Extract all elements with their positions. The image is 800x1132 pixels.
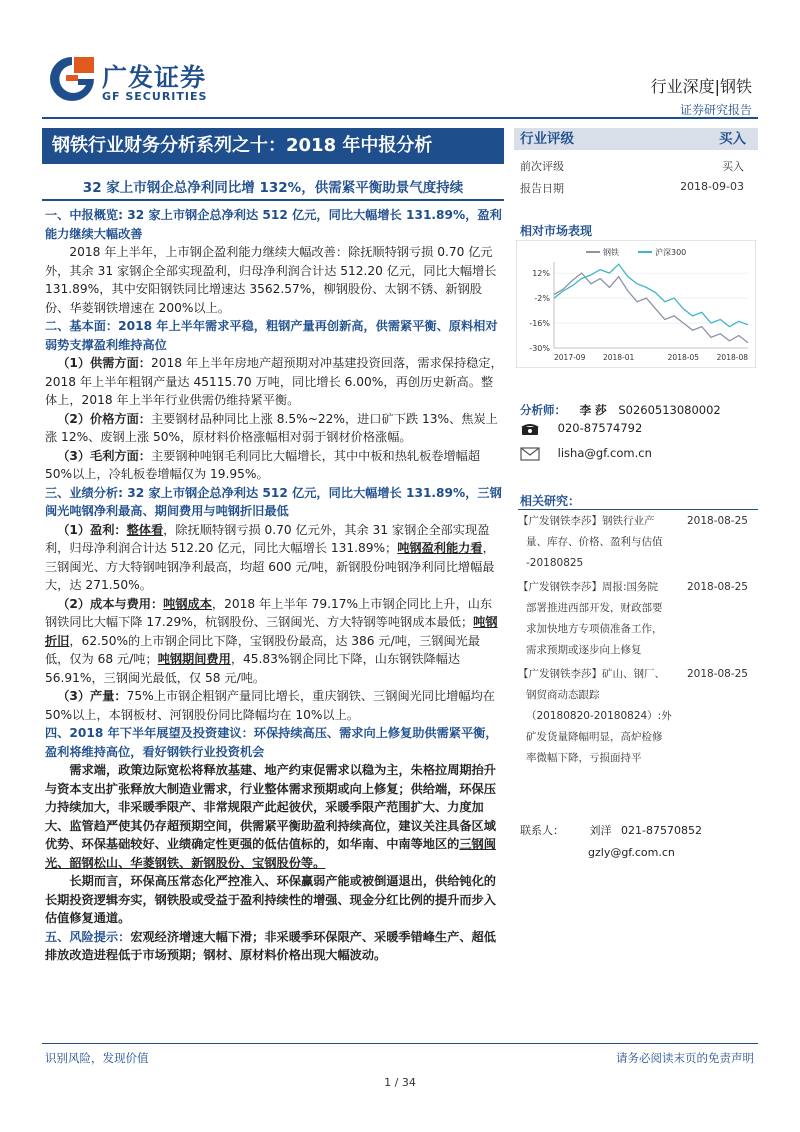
paragraph: 长期而言，环保高压常态化严控准入、环保赢弱产能或被倒逼退出，供给钝化的长期投资逻辑夯实，钢铁股或受益于盈利持续性的增强、现金分红比例的提升而步入估值修复通道。	[45, 874, 496, 925]
para-label: （3）毛利方面：	[57, 448, 151, 463]
related-divider	[518, 509, 758, 510]
related-item[interactable]	[518, 577, 756, 661]
para-text: 需求端，政策边际宽松将释放基建、地产约束促需求以稳为主，朱格拉周期抬升与资本支出扩张释放大制造业需求，行业整体需求预期或向上修复；供给端，环保压力持续加大，非采暖季限产、非常规限产此起彼伏，采暖季限产范围扩大、力度加大、监管趋严使其仍存超预期空间，供需紧平衡助盈利持续高位，建议关注具备区域优势、环保基础较好、业绩确定性更强的低估值标的，如华南、中南等地区的	[45, 763, 496, 851]
paragraph	[45, 928, 503, 965]
emphasis: 吨钢期间费用	[157, 652, 231, 666]
legend-label: 沪深300	[655, 248, 687, 257]
legend-label: 钢铁	[603, 248, 619, 257]
related-line: 矿发货量降幅明显，高炉检修	[526, 731, 663, 743]
analyst-phone: 020-87574792	[557, 421, 643, 435]
paragraph: 2018 年上半年，上市钢企盈利能力继续大幅改善：除抚顺特钢亏损 0.70 亿元外，其余 31 家钢企全部实现盈利，归母净利润合计达 512.20 亿元，同比大幅增长 131.89%，其中安阳钢铁同比增速达 3562.57%，柳钢股份、太钢不锈、新钢股份、华菱钢铁增速在 200%以上。	[45, 245, 497, 315]
related-title-line: 【广发钢铁李莎】周报:国务院	[518, 581, 659, 593]
paragraph	[45, 761, 503, 872]
emphasis: 吨钢成本	[163, 596, 212, 611]
related-line: -20180825	[526, 557, 584, 569]
para-text: 主要钢材品种同比上涨 8.5%~22%，进口矿下跌 13%、焦炭上涨 12%、废钢上涨 50%，原材料价格涨幅相对弱于钢材价格涨幅。	[45, 411, 498, 444]
chart-section-title: 相对市场表现	[520, 224, 593, 238]
x-tick-label: 2018-01	[602, 353, 635, 362]
contact-email[interactable]: gzly@gf.com.cn	[588, 846, 675, 859]
report-type: 证券研究报告	[679, 103, 752, 117]
paragraph	[45, 595, 503, 688]
footer-divider	[42, 1043, 758, 1044]
related-line: 部署推进西部开发，财政部要	[526, 602, 663, 614]
related-line: （20180820-20180824）:外	[526, 710, 672, 722]
report-date-label: 报告日期	[520, 182, 564, 195]
paragraph	[45, 354, 503, 410]
prev-rating-row	[520, 158, 752, 174]
envelope-icon	[520, 447, 540, 461]
para-label: （2）成本与费用：	[57, 596, 164, 611]
x-tick-label: 2017-09	[554, 353, 586, 362]
paragraph	[45, 687, 503, 724]
contact-phone: 021-87570852	[621, 824, 702, 837]
analyst-row	[520, 402, 721, 418]
related-date: 2018-08-25	[686, 668, 748, 680]
related-title-line: 【广发钢铁李莎】钢铁行业产	[518, 515, 655, 527]
para-text: ，除抚顺特钢亏损 0.70 亿元外，其余 31 家钢企全部实现盈利，归母净利润合计达 512.20 亿元，同比大幅增长 131.89%；	[45, 522, 490, 555]
logo-text-cn: 广发证券	[102, 63, 207, 92]
footer-slogan: 识别风险，发现价值	[45, 1051, 149, 1065]
prev-rating-value: 买入	[722, 160, 744, 173]
rating-bar	[514, 128, 758, 150]
para-label: （1）供需方面：	[57, 356, 151, 370]
report-category: 行业深度|钢铁	[650, 77, 752, 96]
analyst-phone-row	[520, 421, 642, 436]
rating-value: 买入	[719, 131, 746, 147]
analyst-name: 李 莎	[579, 403, 607, 417]
paragraph	[45, 447, 503, 484]
phone-icon	[520, 422, 540, 436]
analyst-cert: S0260513080002	[618, 403, 721, 417]
para-text: 宏观经济增速大幅下滑；非采暖季环保限产、采暖季错峰生产、超低排放改造进程低于市场预期；钢材、原材料价格出现大幅波动。	[45, 929, 496, 962]
header-meta	[651, 74, 752, 118]
related-line: 需求预期或逐步向上修复	[526, 644, 642, 656]
report-date-value: 2018-09-03	[680, 180, 744, 193]
subtitle-divider	[42, 199, 504, 201]
para-text: 2018 年上半年房地产超预期对冲基建投资回落，需求保持稳定，2018 年上半年粗钢产量达 45115.70 万吨，同比增长 6.00%，再创历史新高。整体上，2018 年上半年行业供需仍维持紧平衡。	[45, 356, 503, 407]
section-1	[45, 206, 503, 965]
prev-rating-label: 前次评级	[520, 160, 564, 173]
y-tick-label: -2%	[534, 294, 550, 304]
emphasis: 整体看	[126, 522, 164, 537]
chart-frame	[516, 240, 756, 368]
related-line: 量、库存、价格、盈利与估值	[526, 536, 663, 548]
logo-text-en: GF SECURITIES	[102, 90, 208, 103]
related-date: 2018-08-25	[686, 515, 748, 527]
x-tick-label: 2018-08	[716, 353, 748, 362]
para-label: （3）产量：	[57, 689, 127, 703]
related-line: 率微幅下降，亏损面持平	[526, 752, 642, 764]
para-label: （1）盈利：	[57, 522, 127, 537]
header-divider	[42, 117, 758, 119]
related-line: 求加快地方专项债准备工作，	[526, 623, 663, 635]
contact-label: 联系人：	[520, 824, 564, 837]
emphasis: 三钢闽光、韶钢松山、华菱钢铁、新钢股份、宝钢股份等。	[45, 837, 496, 870]
analyst-email-row	[520, 446, 652, 461]
para-text: ，三钢闽光、方大特钢吨钢净利最高，均超 600 元/吨，新钢股份吨钢净利同比增幅最大，达 271.50%。	[45, 541, 495, 592]
para-text: ，62.50%的上市钢企同比下降，宝钢股份最高，达 386 元/吨，三钢闽光最低，仅为 68 元/吨；	[45, 633, 481, 666]
y-tick-label: 12%	[532, 269, 550, 279]
emphasis: 吨钢折旧	[45, 615, 498, 648]
page-number: 1 / 34	[384, 1076, 416, 1089]
analyst-label: 分析师：	[520, 403, 566, 417]
y-tick-label: -16%	[529, 319, 550, 329]
gf-logo-icon	[48, 55, 96, 103]
x-tick-label: 2018-05	[667, 353, 700, 362]
report-date-row	[520, 180, 752, 196]
contact-row	[520, 822, 702, 838]
para-text: ，45.83%钢企同比下降，山东钢铁降幅达 56.91%，三钢闽光最低，仅 58 元/吨。	[45, 652, 461, 685]
related-title: 相关研究：	[520, 494, 581, 508]
paragraph	[45, 521, 503, 595]
section-heading: 三、业绩分析: 32 家上市钢企总净利达 512 亿元，同比大幅增长 131.89%，三钢闽光吨钢净利最高、期间费用与吨钢折旧最低	[45, 485, 502, 518]
related-item[interactable]	[518, 511, 756, 574]
y-tick-label: -30%	[529, 344, 550, 353]
section-heading: 二、基本面：2018 年上半年需求平稳，粗钢产量再创新高，供需紧平衡、原料相对弱势支撑盈利维持高位	[45, 319, 498, 352]
section-heading: 五、风险提示：	[45, 929, 131, 944]
para-text: 75%上市钢企粗钢产量同比增长，重庆钢铁、三钢闽光同比增幅均在 50%以上，本钢板材、河钢股份同比降幅均在 10%以上。	[45, 689, 495, 722]
related-title-line: 【广发钢铁李莎】矿山、钢厂、	[518, 668, 665, 680]
emphasis: 吨钢盈利能力看	[397, 541, 483, 555]
contact-name: 刘洋	[589, 824, 612, 837]
paragraph	[45, 410, 503, 447]
relative-performance-chart	[516, 240, 756, 368]
analyst-email[interactable]: lisha@gf.com.cn	[557, 446, 652, 460]
related-date: 2018-08-25	[686, 581, 748, 593]
report-subtitle: 32 家上市钢企总净利同比增 132%，供需紧平衡助景气度持续	[82, 180, 464, 196]
rating-label: 行业评级	[520, 131, 574, 147]
para-text: ，2018 年上半年 79.17%上市钢企同比上升，山东钢铁同比大幅下降 17.29%，杭钢股份、三钢闽光、方大特钢等吨钢成本最低；	[45, 596, 493, 629]
footer-disclaimer: 请务必阅读末页的免责声明	[616, 1051, 754, 1065]
section-heading: 一、中报概览: 32 家上市钢企总净利达 512 亿元，同比大幅增长 131.89%，盈利能力继续大幅改善	[45, 208, 502, 241]
report-title: 钢铁行业财务分析系列之十：2018 年中报分析	[42, 128, 504, 164]
section-heading: 四、2018 年下半年展望及投资建议：环保持续高压、需求向上修复助供需紧平衡，盈利将维持高位，看好钢铁行业投资机会	[45, 726, 498, 759]
related-line: 钢贸商动态跟踪	[526, 689, 600, 701]
related-item[interactable]	[518, 664, 756, 769]
para-label: （2）价格方面：	[57, 411, 151, 426]
para-text: 主要钢种吨钢毛利同比大幅增长，其中中板和热轧板卷增幅超 50%以上，冷轧板卷增幅仅为 19.95%。	[45, 448, 481, 481]
